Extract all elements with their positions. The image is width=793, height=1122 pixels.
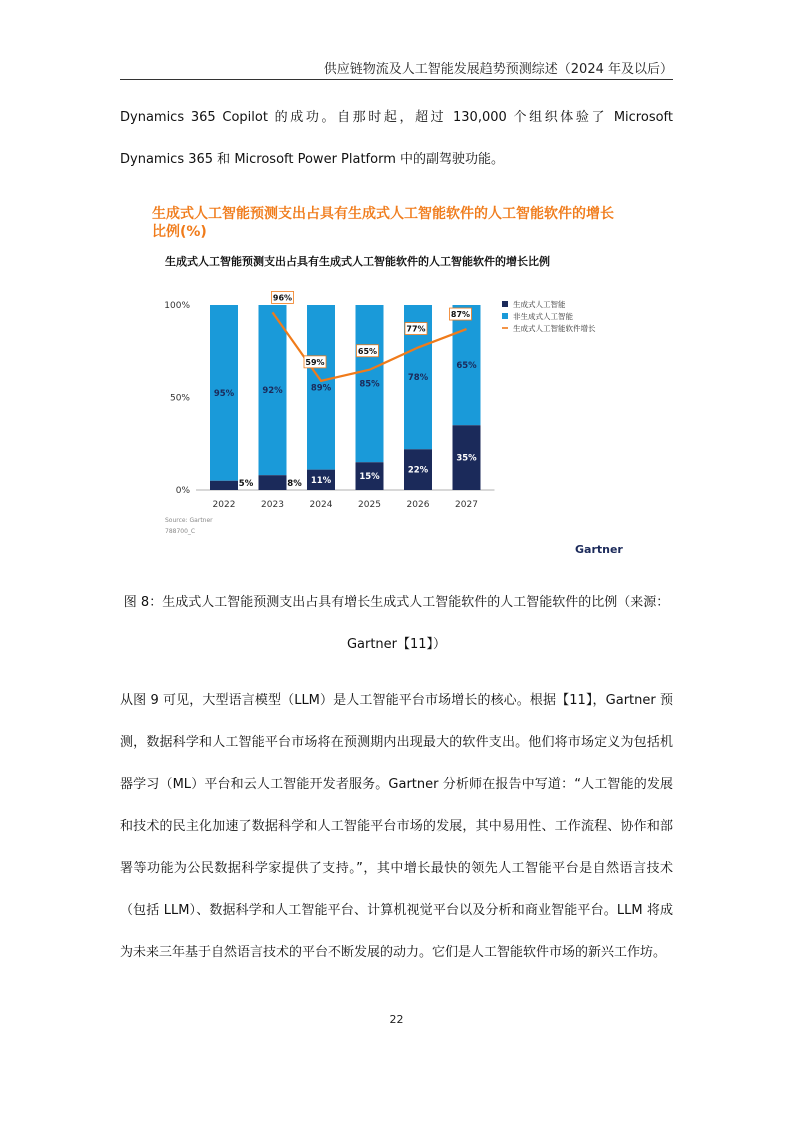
- gartner-logo: Gartner: [575, 543, 623, 556]
- source-note: Source: Gartner: [165, 517, 213, 524]
- growth-data-label: 77%: [406, 324, 426, 334]
- growth-data-label: 96%: [272, 293, 293, 303]
- x-tick-label: 2023: [261, 500, 284, 510]
- x-tick-label: 2027: [455, 500, 478, 510]
- bar-generative: [259, 475, 287, 490]
- header-rule: [120, 79, 673, 80]
- data-label-generative: 5%: [238, 479, 254, 489]
- data-label-generative: 15%: [359, 472, 380, 483]
- figure-8: [140, 195, 640, 570]
- data-label-non-generative: 95%: [213, 388, 235, 399]
- data-label-non-generative: 92%: [262, 386, 283, 397]
- growth-data-label: 65%: [357, 346, 378, 356]
- legend-label-non-generative: 非生成式人工智能: [513, 312, 573, 321]
- data-label-generative: 8%: [287, 479, 302, 489]
- growth-data-label: 87%: [450, 310, 471, 320]
- page-number: 22: [389, 1013, 404, 1026]
- body-paragraph-2: 从图 9 可见，大型语言模型（LLM）是人工智能平台市场增长的核心。根据【11】，Gartner 预测，数据科学和人工智能平台市场将在预测期内出现最大的软件支出。他们将市场定义为包括机器学习（ML）平台和云人工智能开发者服务。Gartner 分析师在报告中写道：“人工智能的发展和技术的民主化加速了数据科学和人工智能平台市场的发展，其中易用性、工作流程、协作和部署等功能为公民数据科学家提供了支持。”，其中增长最快的领先人工智能平台是自然语言技术（包括 LLM）、数据科学和人工智能平台、计算机视觉平台以及分析和商业智能平台。LLM 将成为未来三年基于自然语言技术的平台不断发展的动力。它们是人工智能软件市场的新兴工作坊。: [120, 693, 673, 960]
- source-id: 788700_C: [165, 528, 196, 535]
- data-label-non-generative: 85%: [359, 379, 380, 390]
- running-header: 供应链物流及人工智能发展趋势预测综述（2024 年及以后）: [323, 62, 673, 77]
- data-label-non-generative: 78%: [407, 373, 429, 384]
- bar-generative: [210, 481, 238, 490]
- legend-label-growth: 生成式人工智能软件增长: [513, 324, 596, 333]
- y-tick-label: 100%: [164, 301, 190, 311]
- x-tick-label: 2022: [212, 500, 236, 510]
- legend-label-generative: 生成式人工智能: [513, 300, 566, 309]
- x-tick-label: 2024: [309, 500, 333, 510]
- y-tick-label: 50%: [169, 393, 190, 404]
- figure-caption: 图 8：生成式人工智能预测支出占具有增长生成式人工智能软件的人工智能软件的比例（来源：Gartner【11】）: [123, 595, 670, 652]
- growth-data-label: 59%: [305, 357, 325, 367]
- y-tick-label: 0%: [175, 486, 190, 496]
- data-label-non-generative: 65%: [456, 361, 477, 372]
- figure-title: 生成式人工智能预测支出占具有生成式人工智能软件的人工智能软件的增长比例(%): [152, 206, 614, 240]
- body-paragraph-1: Dynamics 365 Copilot 的成功。自那时起，超过 130,000 个组织体验了 Microsoft Dynamics 365 和 Microsoft Power Platform 中的副驾驶功能。: [120, 110, 673, 167]
- chart-title: 生成式人工智能预测支出占具有生成式人工智能软件的人工智能软件的增长比例: [165, 255, 550, 268]
- legend-swatch-non-generative: [502, 313, 508, 319]
- legend-swatch-generative: [502, 301, 508, 307]
- data-label-generative: 35%: [456, 453, 477, 464]
- data-label-non-generative: 89%: [310, 383, 332, 394]
- x-tick-label: 2026: [406, 500, 430, 510]
- data-label-generative: 11%: [310, 475, 332, 486]
- data-label-generative: 22%: [407, 465, 429, 476]
- stacked-bar-chart: [140, 195, 640, 545]
- x-tick-label: 2025: [358, 500, 381, 510]
